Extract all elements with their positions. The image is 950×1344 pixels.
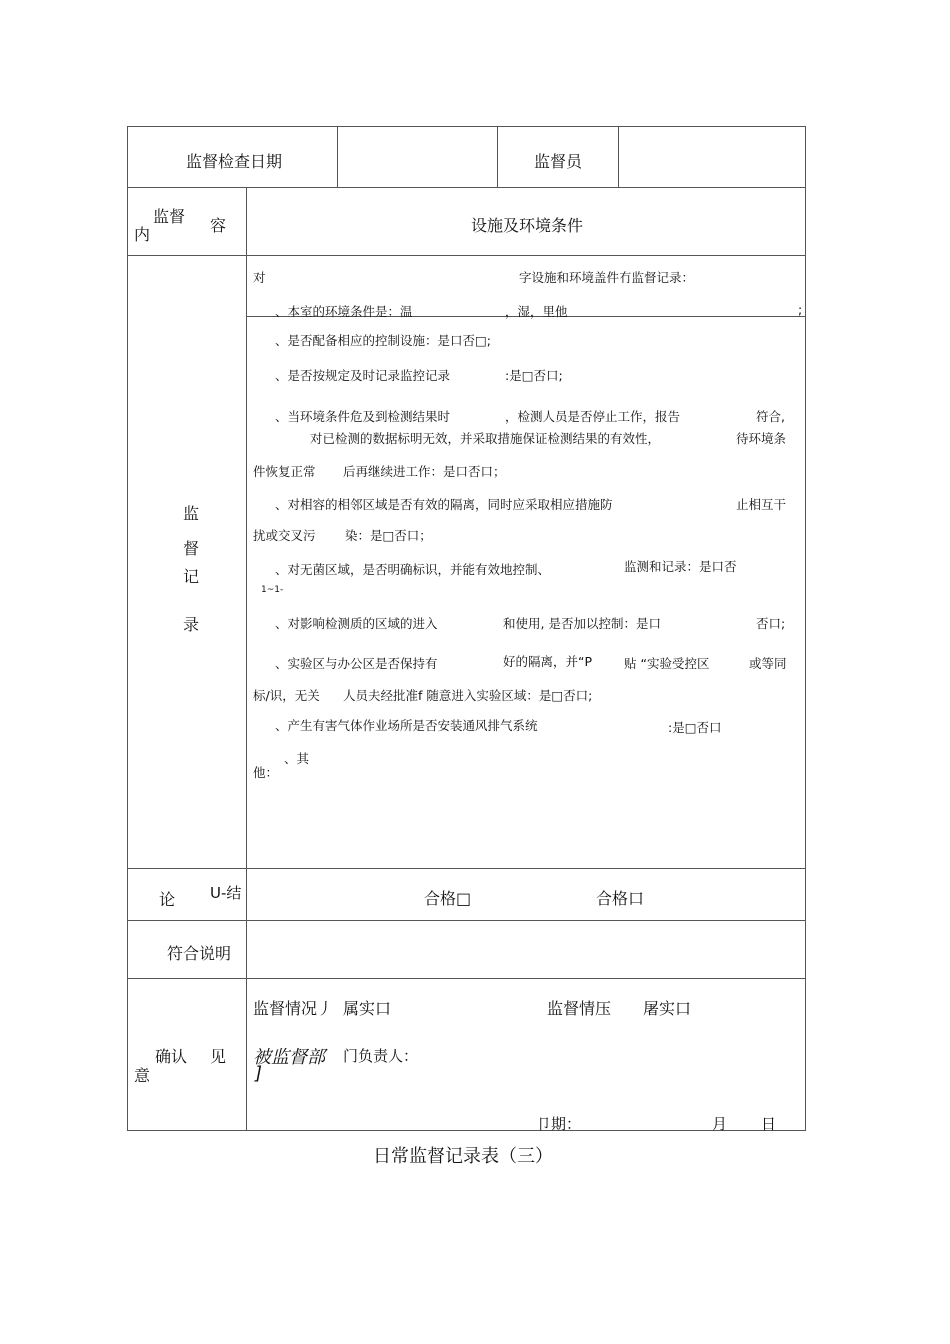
record-line: 、对相容的相邻区域是否有效的隔离，同时应采取相应措施防 [275,497,613,512]
row-divider [127,187,806,188]
record-label-char: 录 [183,615,200,634]
content-value: 设施及环境条件 [471,216,584,235]
supervisor-label: 监督员 [534,152,583,171]
record-line: 他： [253,765,279,780]
col-divider [337,126,338,187]
responsible-label: 门负责人： [343,1047,419,1065]
table-border-left [127,126,128,1131]
row-divider [127,868,806,869]
table-border-top [127,126,806,127]
record-intro: 字设施和环境盖件冇监督记录： [519,270,695,285]
confirm-label: 见 [210,1047,227,1066]
date-label-bottom: 卩期： [536,1115,582,1133]
date-label: 监督检查日期 [186,152,283,171]
day-label: 日 [761,1115,777,1133]
record-line: 件恢复正常 [253,464,316,479]
conclusion-label: 论 [159,890,176,909]
content-label-right: 容 [210,216,227,235]
confirm-statement: 监督情况丿 [253,999,334,1018]
conclusion-option[interactable]: 合格口 [596,889,645,908]
row-divider [127,920,806,921]
record-label-char: 记 [183,567,200,586]
record-line: 、本室的环境条件是：温 [275,304,413,319]
responsible-label: 被监督部 [253,1047,325,1068]
record-intro: 对 [253,270,266,285]
record-line: 、对影响检测质的区域的进入 [275,616,438,631]
record-line: ，湿，里他 [505,304,568,319]
record-line: 待环境条 [736,431,787,446]
explain-label: 符合说明 [167,944,232,963]
record-line: 否口; [756,616,786,631]
record-line: 、是否按规定及时记录监控记录 [275,368,451,383]
record-line: 符合, [756,409,785,424]
record-line: :是□否口 [668,720,722,735]
record-label-char: 督 [183,539,200,558]
record-line: 或等同 [749,656,787,671]
confirm-checkbox[interactable]: 屠实口 [643,999,692,1018]
record-line: 好的隔离，并“P [503,654,593,669]
record-line: 贴 “实验受控区 [624,656,710,671]
col-divider [497,126,498,187]
record-line: 、对无菌区域，是否明确标识，并能有效地控制、 [275,562,551,577]
content-label-bottom: 内 [134,225,151,244]
record-line: 扰或交叉污 [253,528,316,543]
record-line: 染：是□否口； [345,528,432,543]
col-divider [246,187,247,1130]
responsible-label: ] [255,1063,263,1084]
record-line: 对已检测的数据标明无效，并采取措施保证检测结果的有效性， [310,431,661,446]
record-line: 、实验区与办公区是否保持有 [275,656,438,671]
row-divider [127,978,806,979]
record-line: :是□否口; [505,368,563,383]
table-border-bottom [127,1130,806,1131]
col-divider [618,126,619,187]
record-line: 、其 [284,751,310,766]
record-line: 监测和记录：是口否 [624,559,737,574]
confirm-label: 确认 [155,1047,188,1066]
record-label-char: 监 [183,504,200,523]
document-title: 日常监督记录表（三） [373,1146,553,1167]
confirm-statement: 监督情压 [547,999,612,1018]
record-line: ，检测人员是否停止工作，报告 [505,409,681,424]
record-line: 和使用, 是否加以控制：是口 [503,616,661,631]
record-line: 标/识，无关 [253,688,320,703]
content-label-top: 监督 [153,207,186,226]
record-line: 后再继续进工作：是口否口； [343,464,506,479]
record-line: 人员夫经批准f 随意进入实验区域：是□否口; [343,688,593,703]
record-line: 止相互干 [736,497,787,512]
month-label: 月 [712,1115,728,1133]
record-line: ; [798,302,803,317]
conclusion-option[interactable]: 合格□ [424,889,472,908]
record-line: 、是否配备相应的控制设施：是口否□; [275,333,492,348]
confirm-label: 意 [134,1066,151,1085]
record-line: 1~1- [261,585,284,595]
row-divider [127,255,806,256]
confirm-checkbox[interactable]: 属实口 [343,999,392,1018]
table-border-right [805,126,806,1131]
record-line: 、当环境条件危及到检测结果时 [275,409,451,424]
conclusion-label: U-结 [210,884,242,902]
record-line: 、产生有害气体作业场所是否安装通风排气系统 [275,718,538,733]
